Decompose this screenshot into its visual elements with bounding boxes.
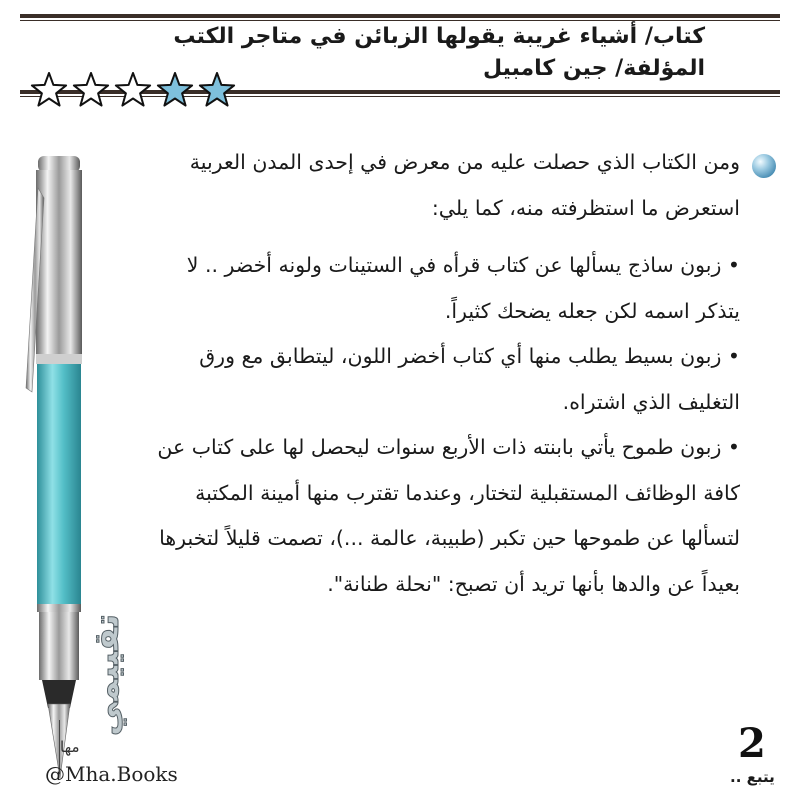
logo-text: تقييمي [87,613,127,737]
star-rating [28,70,238,112]
header-rule-top [20,14,780,18]
social-handle: @Mha.Books [45,762,178,786]
signature-arabic: مها [60,738,80,756]
star-icon [200,73,234,106]
signature-logo [78,600,158,750]
book-title: كتاب/ أشياء غريبة يقولها الزبائن في متاجر الكتب [173,24,705,49]
bullet-item-3: • زبون طموح يأتي بابنته ذات الأربع سنوات ليحصل لها على كتاب عن كافة الوظائف المستقبلية لتختار، وعندما تقترب منها أمينة المكتبة لتسألها عن طموحها حين تكبر (طبيبة، عالمة ...)، تصمت قليلاً لتخبرها بعيداً عن والدها بأنها تريد أن تصبح: "نحلة طنانة". [157,435,740,596]
bullet-item-1: • زبون ساذج يسألها عن كتاب قرأه في الستينات ولونه أخضر .. لا يتذكر اسمه لكن جعله يضحك كثيراً. [186,253,740,323]
spacer [145,231,740,243]
star-icon [74,73,108,106]
star-icon [158,73,192,106]
page-number: 2 [738,720,766,767]
continued-label: يتبع .. [730,768,775,786]
star-icon [116,73,150,106]
star-icon [32,73,66,106]
intro-paragraph: ومن الكتاب الذي حصلت عليه من معرض في إحدى المدن العربية استعرض ما استظرفته منه، كما يلي: [189,150,740,220]
bullet-item-2: • زبون بسيط يطلب منها أي كتاب أخضر اللون، ليتطابق مع ورق التغليف الذي اشتراه. [199,344,740,414]
header-rule-top-thin [20,20,780,21]
book-author: المؤلفة/ جين كامبيل [482,56,705,81]
sphere-bullet-icon [752,154,776,178]
review-body [145,140,740,607]
